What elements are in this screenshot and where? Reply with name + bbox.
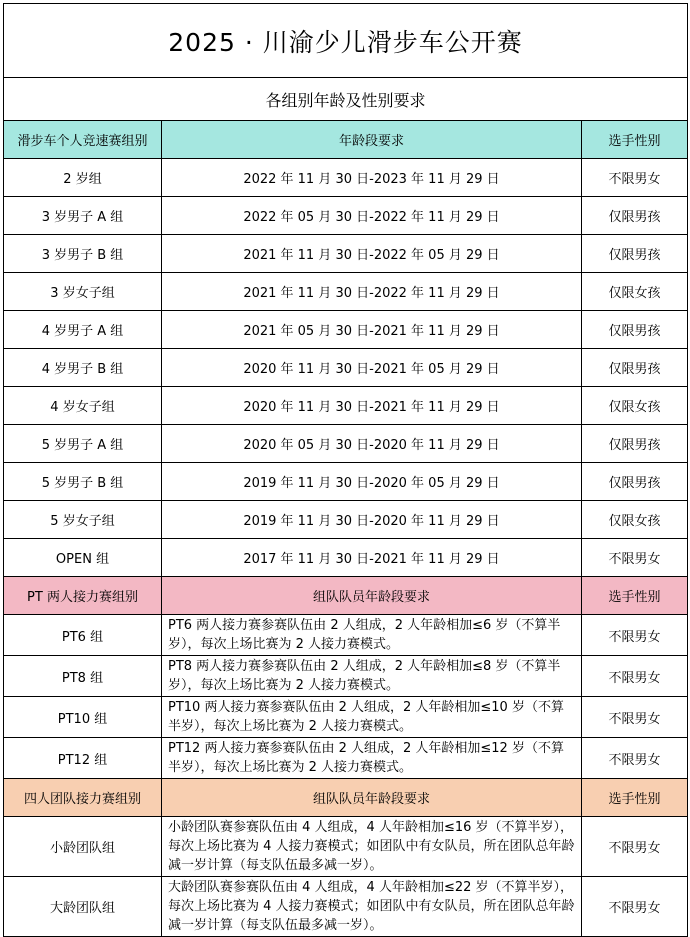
group-cell: PT12 组	[4, 738, 162, 779]
gender-cell: 仅限女孩	[582, 387, 688, 425]
gender-cell: 仅限男孩	[582, 463, 688, 501]
gender-cell: 不限男女	[582, 738, 688, 779]
table-row	[4, 235, 688, 273]
age-range-cell: 2022 年 05 月 30 日-2022 年 11 月 29 日	[162, 197, 582, 235]
group-cell: 2 岁组	[4, 159, 162, 197]
requirement-cell: PT10 两人接力赛参赛队伍由 2 人组成，2 人年龄相加≤10 岁（不算半岁），每次上场比赛为 2 人接力赛模式。	[162, 697, 582, 738]
table-row	[4, 311, 688, 349]
table-row	[4, 463, 688, 501]
table-row	[4, 197, 688, 235]
group-cell: PT8 组	[4, 656, 162, 697]
age-range-cell: 2020 年 11 月 30 日-2021 年 05 月 29 日	[162, 349, 582, 387]
age-range-cell: 2022 年 11 月 30 日-2023 年 11 月 29 日	[162, 159, 582, 197]
gender-cell: 仅限男孩	[582, 197, 688, 235]
table-row	[4, 349, 688, 387]
age-range-cell: 2021 年 11 月 30 日-2022 年 11 月 29 日	[162, 273, 582, 311]
gender-cell: 不限男女	[582, 656, 688, 697]
team-relay-header-row	[4, 779, 688, 817]
gender-cell: 仅限女孩	[582, 501, 688, 539]
requirement-cell: PT6 两人接力赛参赛队伍由 2 人组成，2 人年龄相加≤6 岁（不算半岁），每次上场比赛为 2 人接力赛模式。	[162, 615, 582, 656]
table-row	[4, 877, 688, 937]
gender-cell: 不限男女	[582, 159, 688, 197]
team-relay-age-header: 组队队员年龄段要求	[162, 779, 582, 817]
pair-relay-header-row	[4, 577, 688, 615]
gender-cell: 仅限男孩	[582, 425, 688, 463]
gender-cell: 仅限女孩	[582, 273, 688, 311]
age-range-cell: 2021 年 05 月 30 日-2021 年 11 月 29 日	[162, 311, 582, 349]
gender-cell: 不限男女	[582, 615, 688, 656]
requirement-cell: 大龄团队赛参赛队伍由 4 人组成，4 人年龄相加≤22 岁（不算半岁），每次上场比赛为 4 人接力赛模式；如团队中有女队员，所在团队总年龄减一岁计算（每支队伍最多减一岁）。	[162, 877, 582, 937]
table-row	[4, 817, 688, 877]
group-cell: OPEN 组	[4, 539, 162, 577]
age-range-cell: 2020 年 05 月 30 日-2020 年 11 月 29 日	[162, 425, 582, 463]
table-row	[4, 159, 688, 197]
group-cell: 小龄团队组	[4, 817, 162, 877]
table-row	[4, 273, 688, 311]
gender-cell: 不限男女	[582, 697, 688, 738]
group-cell: 3 岁男子 A 组	[4, 197, 162, 235]
pair-relay-group-header: PT 两人接力赛组别	[4, 577, 162, 615]
table-row	[4, 387, 688, 425]
gender-cell: 不限男女	[582, 877, 688, 937]
group-cell: 5 岁男子 B 组	[4, 463, 162, 501]
group-cell: PT6 组	[4, 615, 162, 656]
group-cell: 3 岁女子组	[4, 273, 162, 311]
table-row	[4, 615, 688, 656]
pair-relay-gender-header: 选手性别	[582, 577, 688, 615]
table-subtitle: 各组别年龄及性别要求	[4, 78, 688, 121]
individual-age-header: 年龄段要求	[162, 121, 582, 159]
table-row	[4, 697, 688, 738]
group-cell: 大龄团队组	[4, 877, 162, 937]
age-range-cell: 2021 年 11 月 30 日-2022 年 05 月 29 日	[162, 235, 582, 273]
group-cell: 5 岁男子 A 组	[4, 425, 162, 463]
table-row	[4, 738, 688, 779]
table-row	[4, 501, 688, 539]
group-cell: 5 岁女子组	[4, 501, 162, 539]
individual-header-row	[4, 121, 688, 159]
gender-cell: 仅限男孩	[582, 311, 688, 349]
group-cell: 3 岁男子 B 组	[4, 235, 162, 273]
age-range-cell: 2019 年 11 月 30 日-2020 年 11 月 29 日	[162, 501, 582, 539]
gender-cell: 仅限男孩	[582, 235, 688, 273]
table-row	[4, 539, 688, 577]
age-range-cell: 2020 年 11 月 30 日-2021 年 11 月 29 日	[162, 387, 582, 425]
group-cell: PT10 组	[4, 697, 162, 738]
requirement-cell: 小龄团队赛参赛队伍由 4 人组成，4 人年龄相加≤16 岁（不算半岁），每次上场比赛为 4 人接力赛模式；如团队中有女队员，所在团队总年龄减一岁计算（每支队伍最多减一岁）。	[162, 817, 582, 877]
age-requirements-table	[3, 3, 688, 937]
age-range-cell: 2017 年 11 月 30 日-2021 年 11 月 29 日	[162, 539, 582, 577]
requirement-cell: PT12 两人接力赛参赛队伍由 2 人组成，2 人年龄相加≤12 岁（不算半岁），每次上场比赛为 2 人接力赛模式。	[162, 738, 582, 779]
gender-cell: 仅限男孩	[582, 349, 688, 387]
group-cell: 4 岁男子 A 组	[4, 311, 162, 349]
team-relay-gender-header: 选手性别	[582, 779, 688, 817]
team-relay-group-header: 四人团队接力赛组别	[4, 779, 162, 817]
individual-gender-header: 选手性别	[582, 121, 688, 159]
pair-relay-age-header: 组队队员年龄段要求	[162, 577, 582, 615]
group-cell: 4 岁女子组	[4, 387, 162, 425]
individual-group-header: 滑步车个人竞速赛组别	[4, 121, 162, 159]
requirement-cell: PT8 两人接力赛参赛队伍由 2 人组成，2 人年龄相加≤8 岁（不算半岁），每次上场比赛为 2 人接力赛模式。	[162, 656, 582, 697]
age-range-cell: 2019 年 11 月 30 日-2020 年 05 月 29 日	[162, 463, 582, 501]
event-title: 2025 · 川渝少儿滑步车公开赛	[4, 4, 688, 78]
gender-cell: 不限男女	[582, 539, 688, 577]
table-row	[4, 656, 688, 697]
group-cell: 4 岁男子 B 组	[4, 349, 162, 387]
table-row	[4, 425, 688, 463]
gender-cell: 不限男女	[582, 817, 688, 877]
